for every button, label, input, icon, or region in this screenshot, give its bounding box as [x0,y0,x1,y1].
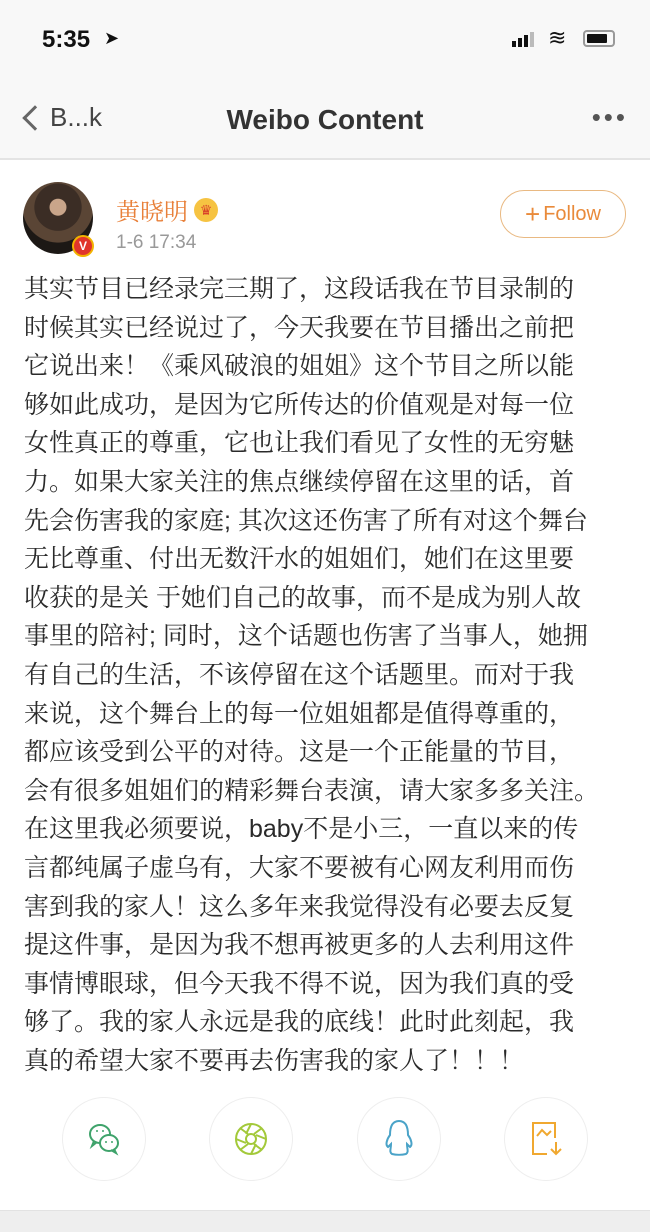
post-line: 言都纯属子虚乌有，大家不要被有心网友利用而伤 [24,853,575,882]
post-line: 无比尊重、付出无数汗水的姐姐们，她们在这里要 [24,545,575,574]
share-wechat-button[interactable] [62,1097,146,1181]
post-date: 1-6 17:34 [116,232,197,253]
qq-icon [383,1119,415,1159]
plus-icon: + [525,198,541,229]
author-name[interactable] [116,192,218,227]
post-line: 害到我的家人！这么多年来我觉得没有必要去反复 [24,892,575,921]
share-moments-button[interactable] [209,1097,293,1181]
crown-icon: ♛ [194,198,218,222]
post-line: 先会伤害我的家庭; 其次这还伤害了所有对这个舞台 [24,506,588,535]
back-label: B...k [50,102,103,132]
nav-bar [0,80,650,160]
moments-icon [234,1122,268,1156]
save-image-icon [529,1120,563,1158]
wifi-icon: ≋ [548,25,567,50]
post-line: 时候其实已经说过了，今天我要在节目播出之前把 [24,313,575,342]
page-title: Weibo Content [226,104,424,135]
post-body [24,270,639,1080]
post-line: 力。如果大家关注的焦点继续停留在这里的话，首 [24,467,575,496]
status-bar [0,0,650,80]
follow-button[interactable] [500,190,626,238]
post-line: 够如此成功，是因为它所传达的价值观是对每一位 [24,390,575,419]
post-line: 会有很多姐姐们的精彩舞台表演，请大家多多关注。 [24,776,600,805]
wechat-icon [86,1121,122,1157]
post-line: 有自己的生活，不该停留在这个话题里。而对于我 [24,660,575,689]
more-button[interactable]: ••• [591,102,628,132]
post-line: 事情博眼球，但今天我不得不说，因为我们真的受 [24,969,575,998]
bottom-bar [0,1210,650,1232]
battery-icon [583,30,615,47]
post-line: 在这里我必须要说，baby不是小三，一直以来的传 [24,815,579,844]
post-line: 它说出来！《乘风破浪的姐姐》这个节目之所以能 [24,352,575,381]
post-line: 来说，这个舞台上的每一位姐姐都是值得尊重的， [24,699,575,728]
post-line: 真的希望大家不要再去伤害我的家人了！！！ [24,1046,525,1075]
post-line: 其实节目已经录完三期了，这段话我在节目录制的 [24,275,575,303]
follow-label: Follow [543,202,601,225]
post-line: 事里的陪衬; 同时，这个话题也伤害了当事人，她拥 [24,622,588,651]
share-qq-button[interactable] [357,1097,441,1181]
save-image-button[interactable] [504,1097,588,1181]
signal-icon [512,32,534,47]
post-line: 提这件事，是因为我不想再被更多的人去利用这件 [24,931,575,960]
post-line: 够了。我的家人永远是我的底线！此时此刻起，我 [24,1008,575,1037]
post-line: 收获的是关 于她们自己的故事，而不是成为别人故 [24,583,581,612]
author-name-text: 黄晓明 [116,199,188,226]
post-line: 女性真正的尊重，它也让我们看见了女性的无穷魅 [24,429,575,458]
verified-icon: V [72,235,94,257]
location-icon: ➤ [104,28,120,48]
clock: 5:35 [42,26,91,53]
post-line: 都应该受到公平的对待。这是一个正能量的节目， [24,738,575,767]
